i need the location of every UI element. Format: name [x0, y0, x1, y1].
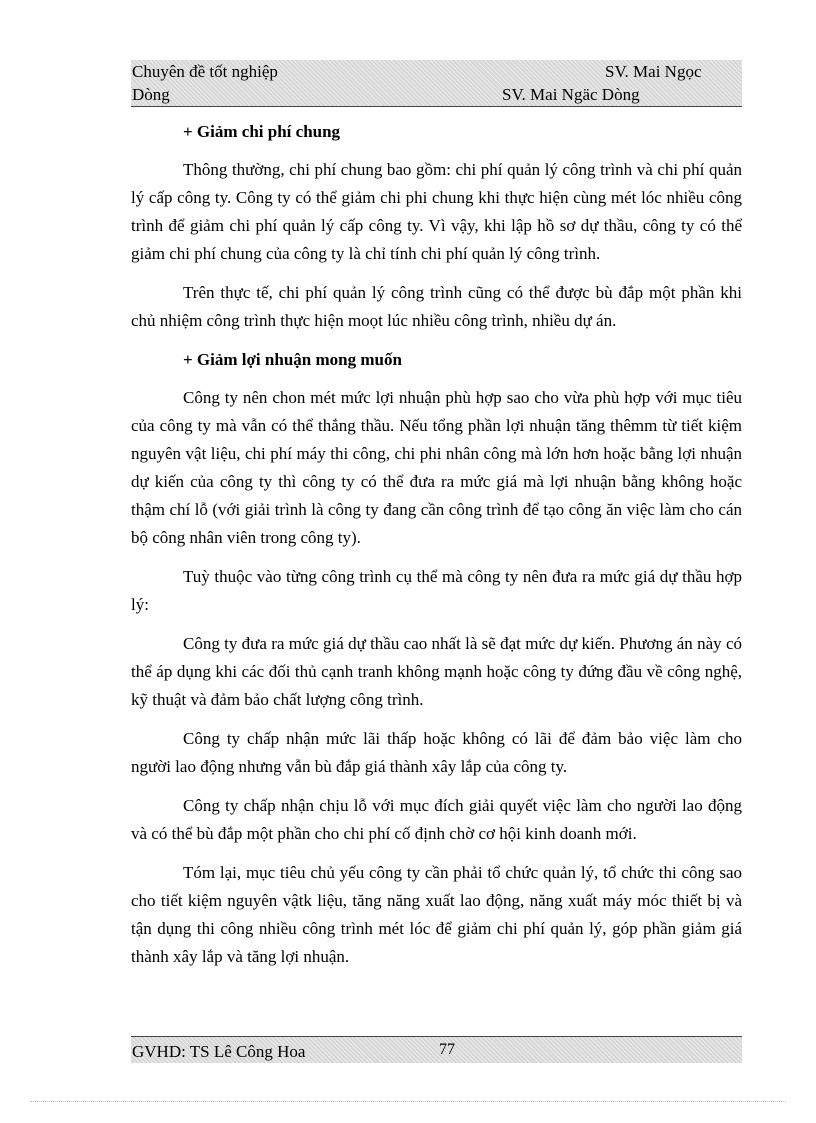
paragraph: Công ty chấp nhận chịu lỗ với mục đích giải quyết việc làm cho người lao động và có thể bù đắp một phần cho chi phí cố định chờ cơ hội kinh doanh mới.: [131, 796, 742, 843]
paragraph: Tóm lại, mục tiêu chủ yếu công ty cần phải tổ chức quản lý, tổ chức thi công sao cho tiết kiệm nguyên vậtk liệu, tăng năng xuất lao động, năng xuất máy móc thiết bị và tận dụng thi công nhiều công trình mét lóc để giảm chi phí quản lý, góp phần giảm giá thành xây lắp và tăng lợi nhuận.: [131, 863, 742, 966]
page-header: [131, 60, 742, 107]
page-body: [131, 118, 742, 982]
paragraph: Tuỳ thuộc vào từng công trình cụ thể mà công ty nên đưa ra mức giá dự thầu hợp lý:: [131, 567, 742, 614]
paragraph: Công ty đưa ra mức giá dự thầu cao nhất là sẽ đạt mức dự kiến. Phương án này có thể áp dụng khi các đối thủ cạnh tranh không mạnh hoặc công ty đứng đầu về công nghệ, kỹ thuật và đảm bảo chất lượng công trình.: [131, 634, 742, 709]
paragraph: Công ty nên chon mét mức lợi nhuận phù hợp sao cho vừa phù hợp với mục tiêu của công ty mà vẫn có thể thắng thầu. Nếu tổng phần lợi nhuận tăng thêmm từ tiết kiệm nguyên vật liệu, chi phí máy thi công, chi phi nhân công mà lớn hơn hoặc bằng lợi nhuận dự kiến của công ty thì công ty có thể đưa ra mức giá mà lợi nhuận bằng không hoặc thậm chí lỗ (với giải trình là công ty đang cần công trình để tạo công ăn việc làm cho cán bộ công nhân viên trong công ty).: [131, 388, 742, 547]
header-student-name-continued: Dòng: [132, 85, 170, 104]
paragraph: Thông thường, chi phí chung bao gồm: chi phí quản lý công trình và chi phí quản lý cấp công ty. Công ty có thể giảm chi phi chung khi thực hiện cùng mét lóc nhiều công trình để giảm chi phí quản lý cấp công ty. Vì vậy, khi lập hồ sơ dự thầu, công ty có thể giảm chi phí chung của công ty là chỉ tính chi phí quản lý công trình.: [131, 160, 742, 263]
page-bottom-divider: [30, 1101, 786, 1102]
page-number: 77: [439, 1041, 455, 1058]
section-heading-reduce-overhead: + Giảm chi phí chung: [183, 122, 341, 141]
footer-advisor: GVHD: TS Lê Công Hoa: [132, 1042, 306, 1061]
paragraph: Công ty chấp nhận mức lãi thấp hoặc không có lãi để đảm bảo việc làm cho người lao động nhưng vẫn bù đắp giá thành xây lắp của công ty.: [131, 729, 742, 776]
header-student-name: SV. Mai Ngọc: [605, 62, 702, 81]
page-footer: [131, 1036, 742, 1063]
header-thesis-title: Chuyên đề tốt nghiệp: [132, 62, 278, 81]
paragraph: Trên thực tế, chi phí quản lý công trình cũng có thể được bù đắp một phần khi chủ nhiệm công trình thực hiện moọt lúc nhiều công trình, nhiều dự án.: [131, 283, 742, 330]
header-student-name-repeat: SV. Mai Ngäc Dòng: [502, 85, 640, 104]
section-heading-reduce-profit: + Giảm lợi nhuận mong muốn: [183, 350, 402, 369]
